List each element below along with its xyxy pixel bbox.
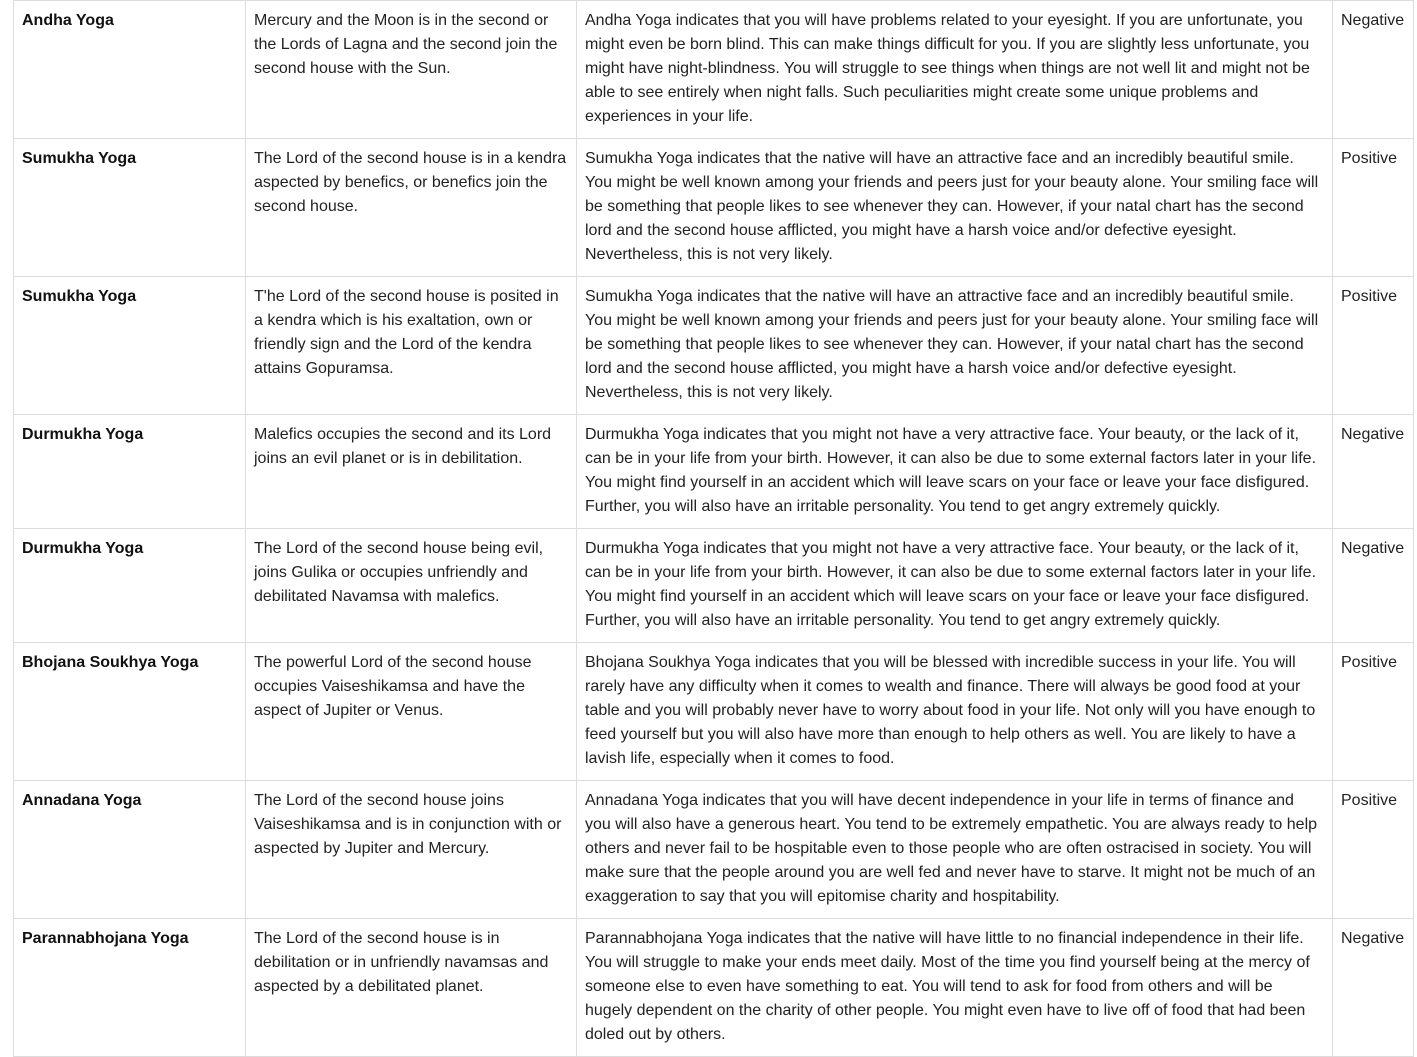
yoga-name-cell: Annadana Yoga [14,781,246,919]
yoga-name-cell: Andha Yoga [14,1,246,139]
yoga-condition-cell: The Lord of the second house is in debilitation or in unfriendly navamsas and aspected by a debilitated planet. [246,919,577,1057]
table-row [14,529,1414,643]
yoga-condition-cell: Malefics occupies the second and its Lord joins an evil planet or is in debilitation. [246,415,577,529]
yoga-description-cell: Durmukha Yoga indicates that you might not have a very attractive face. Your beauty, or the lack of it, can be in your life from your birth. However, it can also be due to some external factors later in your life. You might find yourself in an accident which will leave scars on your face or leave your face disfigured. Further, you will also have an irritable personality. You tend to get angry extremely quickly. [577,529,1333,643]
yoga-condition-cell: The Lord of the second house is in a kendra aspected by benefics, or benefics join the second house. [246,139,577,277]
yoga-description-cell: Sumukha Yoga indicates that the native will have an attractive face and an incredibly beautiful smile. You might be well known among your friends and peers just for your beauty alone. Your smiling face will be something that people likes to see whenever they can. However, if your natal chart has the second lord and the second house afflicted, you might have a harsh voice and/or defective eyesight. Nevertheless, this is not very likely. [577,277,1333,415]
yoga-description-cell: Bhojana Soukhya Yoga indicates that you will be blessed with incredible success in your life. You will rarely have any difficulty when it comes to wealth and finance. There will always be good food at your table and you will probably never have to worry about food in your life. Not only will you have enough to feed yourself but you will also have more than enough to help others as well. You are likely to have a lavish life, especially when it comes to food. [577,643,1333,781]
yoga-nature-cell: Positive [1333,277,1414,415]
yoga-description-cell: Andha Yoga indicates that you will have problems related to your eyesight. If you are unfortunate, you might even be born blind. This can make things difficult for you. If you are slightly less unfortunate, you might have night-blindness. You will struggle to see things when things are not well lit and might not be able to see entirely when night falls. Such peculiarities might create some unique problems and experiences in your life. [577,1,1333,139]
yoga-condition-cell: The powerful Lord of the second house occupies Vaiseshikamsa and have the aspect of Jupiter or Venus. [246,643,577,781]
yoga-name-cell: Durmukha Yoga [14,415,246,529]
yoga-condition-cell: Mercury and the Moon is in the second or the Lords of Lagna and the second join the second house with the Sun. [246,1,577,139]
yoga-condition-cell: The Lord of the second house joins Vaiseshikamsa and is in conjunction with or aspected by Jupiter and Mercury. [246,781,577,919]
yoga-nature-cell: Negative [1333,415,1414,529]
table-row [14,643,1414,781]
table-row [14,1,1414,139]
yoga-table-container [13,0,1413,1057]
yoga-name-cell: Sumukha Yoga [14,277,246,415]
yoga-condition-cell: T'he Lord of the second house is posited in a kendra which is his exaltation, own or friendly sign and the Lord of the kendra attains Gopuramsa. [246,277,577,415]
yoga-nature-cell: Positive [1333,139,1414,277]
yoga-nature-cell: Positive [1333,781,1414,919]
table-row [14,277,1414,415]
yoga-nature-cell: Negative [1333,919,1414,1057]
yoga-description-cell: Sumukha Yoga indicates that the native will have an attractive face and an incredibly beautiful smile. You might be well known among your friends and peers just for your beauty alone. Your smiling face will be something that people likes to see whenever they can. However, if your natal chart has the second lord and the second house afflicted, you might have a harsh voice and/or defective eyesight. Nevertheless, this is not very likely. [577,139,1333,277]
table-row [14,781,1414,919]
table-row [14,415,1414,529]
table-row [14,139,1414,277]
yoga-name-cell: Parannabhojana Yoga [14,919,246,1057]
yoga-name-cell: Durmukha Yoga [14,529,246,643]
yoga-nature-cell: Negative [1333,529,1414,643]
yoga-name-cell: Sumukha Yoga [14,139,246,277]
table-row [14,919,1414,1057]
yoga-description-cell: Annadana Yoga indicates that you will have decent independence in your life in terms of finance and you will also have a generous heart. You tend to be extremely empathetic. You are always ready to help others and never fail to be hospitable even to those people who are often ostracised in society. You will make sure that the people around you are well fed and never have to starve. It might not be much of an exaggeration to say that you will epitomise charity and hospitability. [577,781,1333,919]
yoga-name-cell: Bhojana Soukhya Yoga [14,643,246,781]
yoga-description-cell: Durmukha Yoga indicates that you might not have a very attractive face. Your beauty, or the lack of it, can be in your life from your birth. However, it can also be due to some external factors later in your life. You might find yourself in an accident which will leave scars on your face or leave your face disfigured. Further, you will also have an irritable personality. You tend to get angry extremely quickly. [577,415,1333,529]
yoga-table [13,0,1414,1057]
yoga-nature-cell: Positive [1333,643,1414,781]
yoga-description-cell: Parannabhojana Yoga indicates that the native will have little to no financial independence in their life. You will struggle to make your ends meet daily. Most of the time you find yourself being at the mercy of someone else to even have something to eat. You will tend to ask for food from others and will be hugely dependent on the charity of other people. You might even have to live off of food that had been doled out by others. [577,919,1333,1057]
yoga-condition-cell: The Lord of the second house being evil, joins Gulika or occupies unfriendly and debilitated Navamsa with malefics. [246,529,577,643]
yoga-nature-cell: Negative [1333,1,1414,139]
